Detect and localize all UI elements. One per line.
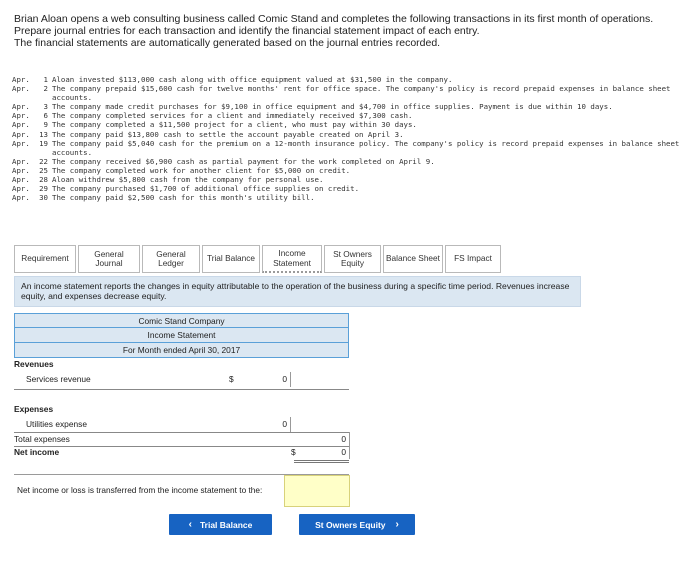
services-currency: $ — [229, 374, 234, 384]
net-income-value[interactable]: 0 — [341, 447, 346, 457]
expenses-heading: Expenses — [14, 404, 54, 414]
transaction-item: Apr. 30 The company paid $2,500 cash for this month's utility bill. — [12, 193, 315, 203]
revenues-heading: Revenues — [14, 359, 54, 369]
transaction-item: Apr. 9 The company completed a $11,500 project for a client, who must pay within 30 days. — [12, 120, 417, 130]
prev-trial-balance-button[interactable] — [169, 514, 272, 535]
transaction-item: Apr. 13 The company paid $13,800 cash to settle the account payable created on April 3. — [12, 129, 404, 139]
tab-st-owners-equity[interactable]: St Owners Equity — [324, 245, 381, 273]
transfer-label: Net income or loss is transferred from the income statement to the: — [17, 485, 263, 495]
next-st-owners-equity-button[interactable] — [299, 514, 415, 535]
transaction-item: Apr. 28 Aloan withdrew $5,800 cash from the company for personal use. — [12, 175, 324, 185]
net-income-label: Net income — [14, 447, 60, 457]
transaction-item: Apr. 22 The company received $6,900 cash as partial payment for the work completed on April 9. — [12, 156, 435, 166]
prev-button-label: Trial Balance — [199, 519, 253, 530]
divider — [294, 460, 349, 463]
transaction-list — [12, 75, 682, 202]
chevron-left-icon: ‹ — [188, 519, 192, 530]
tab-general-ledger[interactable]: General Ledger — [142, 245, 200, 273]
statement-header — [14, 313, 349, 358]
company-name: Comic Stand Company — [14, 313, 349, 328]
transaction-item: Apr. 6 The company completed services for a client and immediately received $7,300 cash. — [12, 111, 413, 121]
services-revenue-value[interactable]: 0 — [282, 374, 287, 384]
transaction-item: Apr. 25 The company completed work for another client for $5,000 on credit. — [12, 165, 351, 175]
transfer-answer-input[interactable] — [284, 475, 350, 507]
tab-balance-sheet[interactable]: Balance Sheet — [383, 245, 443, 273]
tab-income-statement[interactable]: Income Statement — [262, 245, 322, 273]
chevron-right-icon: › — [395, 519, 399, 530]
transaction-item: Apr. 29 The company purchased $1,700 of additional office supplies on credit. — [12, 184, 360, 194]
total-expenses-value[interactable]: 0 — [341, 434, 346, 444]
transfer-question — [14, 474, 349, 506]
divider — [14, 389, 349, 390]
transaction-item: Apr. 2 The company prepaid $15,600 cash for twelve months' rent for office space. The company's policy is record prepaid expenses in balance sheet accounts. — [12, 84, 671, 103]
next-button-label: St Owners Equity — [315, 519, 386, 530]
utilities-expense-label: Utilities expense — [26, 419, 87, 429]
problem-intro — [14, 13, 674, 49]
services-revenue-label: Services revenue — [26, 374, 91, 384]
total-expenses-label: Total expenses — [14, 434, 70, 444]
statement-period: For Month ended April 30, 2017 — [14, 343, 349, 358]
transaction-item: Apr. 1 Aloan invested $113,000 cash along with office equipment valued at $31,500 in the company. — [12, 75, 453, 84]
transaction-item: Apr. 3 The company made credit purchases for $9,100 in office equipment and $4,700 in office supplies. Payment is due within 10 days. — [12, 102, 613, 112]
divider — [14, 446, 349, 447]
divider — [290, 417, 291, 432]
intro-line-1: Brian Aloan opens a web consulting business called Comic Stand and completes the following transactions in its first month of operations. — [14, 13, 654, 25]
intro-line-3: The financial statements are automatically generated based on the journal entries recorded. — [14, 37, 441, 49]
tab-fs-impact[interactable]: FS Impact — [445, 245, 501, 273]
net-income-currency: $ — [291, 447, 296, 457]
tab-general-journal[interactable]: General Journal — [78, 245, 140, 273]
intro-line-2: Prepare journal entries for each transaction and identify the financial statement impact of each entry. — [14, 25, 480, 37]
divider — [290, 372, 291, 387]
divider — [349, 432, 350, 459]
statement-tabs — [14, 245, 503, 273]
tab-requirement[interactable]: Requirement — [14, 245, 76, 273]
tab-trial-balance[interactable]: Trial Balance — [202, 245, 260, 273]
transaction-item: Apr. 19 The company paid $5,040 cash for the premium on a 12-month insurance policy. The company's policy is record prepaid expenses in balance sheet accounts. — [12, 138, 680, 157]
statement-title: Income Statement — [14, 328, 349, 343]
income-statement-info: An income statement reports the changes in equity attributable to the operation of the business during a specific time period. Revenues increase equity, and expenses decrease equity. — [14, 276, 581, 307]
utilities-expense-value[interactable]: 0 — [282, 419, 287, 429]
